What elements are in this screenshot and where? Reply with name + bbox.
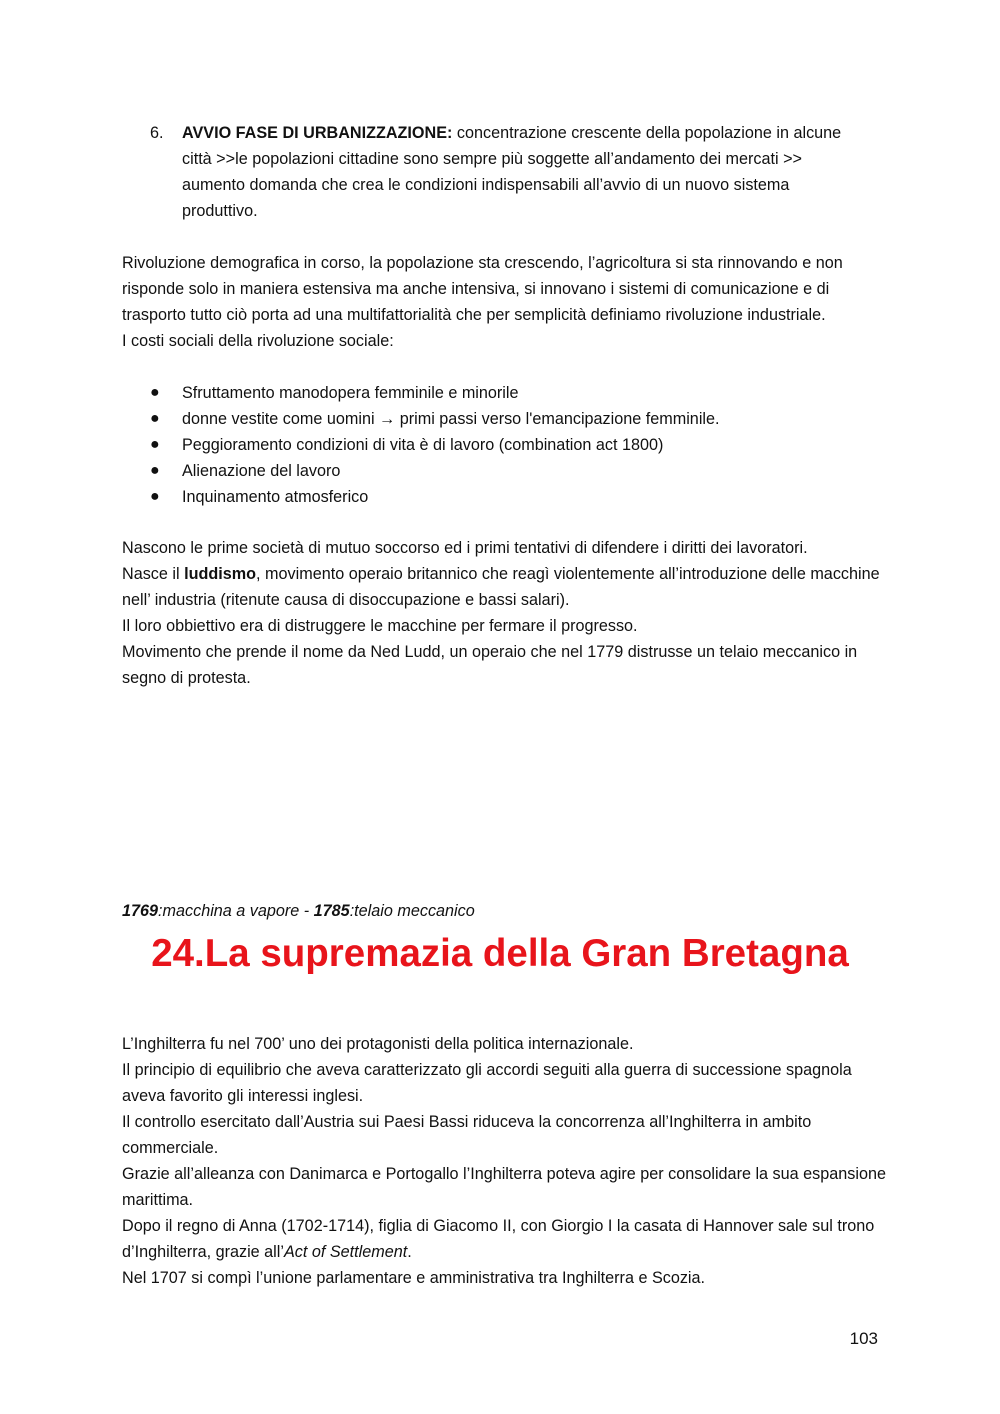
paragraph-luddism bbox=[122, 535, 892, 691]
list-item-text: Inquinamento atmosferico bbox=[182, 488, 369, 506]
list-item-text: Sfruttamento manodopera femminile e minorile bbox=[182, 384, 519, 402]
paragraph-text: I costi sociali della rivoluzione sociale: bbox=[122, 332, 394, 350]
luddismo-term: luddismo bbox=[184, 565, 257, 583]
list-item-text: Peggioramento condizioni di vita è di lavoro (combination act 1800) bbox=[182, 436, 664, 454]
bullet-icon: ● bbox=[150, 410, 160, 427]
paragraph-text bbox=[122, 561, 892, 613]
list-item-bold-label: AVVIO FASE DI URBANIZZAZIONE: bbox=[182, 124, 453, 142]
paragraph-text: Il controllo esercitato dall’Austria sui Paesi Bassi riduceva la concorrenza all’Inghilterra in ambito commerciale. bbox=[122, 1113, 812, 1157]
list-number: 6. bbox=[150, 124, 164, 142]
text-span: Nasce il bbox=[122, 565, 185, 583]
list-item bbox=[122, 406, 842, 432]
caption-year: 1769 bbox=[122, 902, 159, 920]
list-item bbox=[122, 432, 842, 458]
paragraph-text: L’Inghilterra fu nel 700’ uno dei protagonisti della politica internazionale. bbox=[122, 1035, 634, 1053]
list-item-text: Alienazione del lavoro bbox=[182, 462, 341, 480]
paragraph-text: Nascono le prime società di mutuo soccorso ed i primi tentativi di difendere i diritti dei lavoratori. bbox=[122, 539, 808, 557]
list-item bbox=[122, 484, 842, 510]
paragraph-text: Rivoluzione demografica in corso, la popolazione sta crescendo, l’agricoltura si sta rinnovando e non risponde solo in maniera estensiva ma anche intensiva, si innovano i sistemi di comunicazione e di trasporto tutto ciò porta ad una multifattorialità che per semplicità definiamo rivoluzione industriale. bbox=[122, 254, 843, 324]
caption-text: :macchina a vapore - bbox=[158, 902, 314, 920]
text-span: . bbox=[407, 1243, 412, 1261]
paragraph-industrial-revolution bbox=[122, 250, 892, 354]
list-item bbox=[122, 380, 842, 406]
paragraph-text: Il loro obbiettivo era di distruggere le macchine per fermare il progresso. bbox=[122, 617, 638, 635]
paragraph-text: Nel 1707 si compì l’unione parlamentare e amministrativa tra Inghilterra e Scozia. bbox=[122, 1269, 706, 1287]
list-item-body bbox=[182, 120, 852, 224]
inventions-caption bbox=[122, 898, 882, 924]
paragraph-text: Il principio di equilibrio che aveva caratterizzato gli accordi seguiti alla guerra di successione spagnola aveva favorito gli interessi inglesi. bbox=[122, 1061, 852, 1105]
paragraph-text: Grazie all’alleanza con Danimarca e Portogallo l’Inghilterra poteva agire per consolidare la sua espansione marittima. bbox=[122, 1165, 886, 1209]
text-span: , movimento operaio britannico che reagì violentemente all’introduzione delle macchine nell’ industria (ritenute causa di disoccupazione e bassi salari). bbox=[122, 565, 880, 609]
chapter-heading: 24.La supremazia della Gran Bretagna bbox=[151, 932, 849, 975]
list-item-text: donne vestite come uomini → primi passi verso l'emancipazione femminile. bbox=[182, 410, 720, 428]
paragraph-text: Movimento che prende il nome da Ned Ludd, un operaio che nel 1779 distrusse un telaio meccanico in segno di protesta. bbox=[122, 643, 858, 687]
bullet-icon: ● bbox=[150, 462, 160, 479]
paragraph-text bbox=[122, 1213, 892, 1265]
bullet-icon: ● bbox=[150, 436, 160, 453]
page-number: 103 bbox=[849, 1329, 878, 1348]
social-costs-list bbox=[122, 380, 842, 510]
list-item bbox=[122, 458, 842, 484]
caption-text: :telaio meccanico bbox=[349, 902, 475, 920]
act-of-settlement-term: Act of Settlement bbox=[283, 1243, 408, 1261]
caption-year: 1785 bbox=[313, 902, 350, 920]
list-item-text: concentrazione crescente della popolazione in alcune città >>le popolazioni cittadine sono sempre più soggette all’andamento dei mercati >> aumento domanda che crea le condizioni indispensabili all’avvio di un nuovo sistema produttivo. bbox=[182, 124, 842, 220]
paragraph-great-britain bbox=[122, 1031, 892, 1291]
text-span: Dopo il regno di Anna (1702-1714), figlia di Giacomo II, con Giorgio I la casata di Hannover sale sul trono d’Inghilterra, grazie all’ bbox=[122, 1217, 875, 1261]
bullet-icon: ● bbox=[150, 384, 160, 401]
bullet-icon: ● bbox=[150, 488, 160, 505]
numbered-list-item bbox=[122, 120, 852, 224]
